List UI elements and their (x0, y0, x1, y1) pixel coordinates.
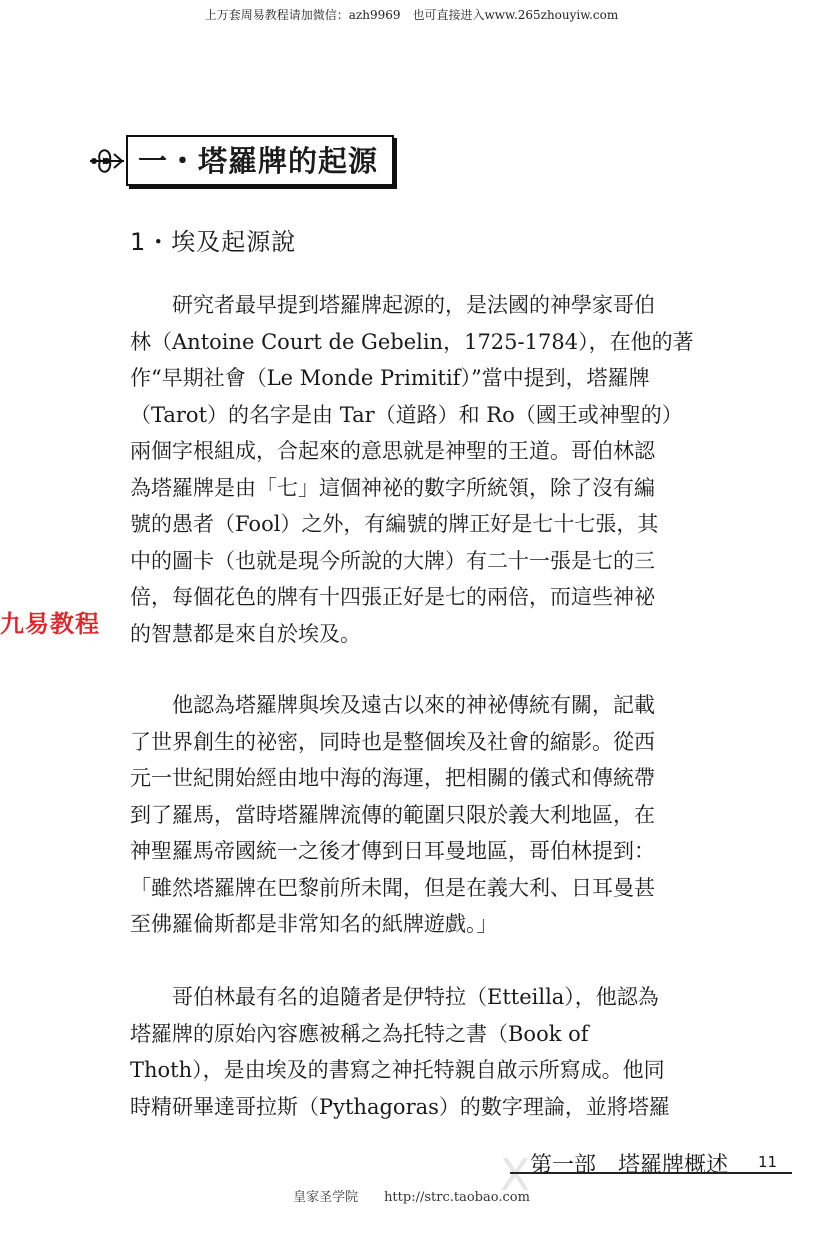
text-line: 至佛羅倫斯都是非常知名的紙牌遊戲。」 (130, 912, 498, 936)
footer-ghost-mark: X (500, 1150, 531, 1201)
text-line: 的智慧都是來自於埃及。 (130, 621, 361, 646)
bottom-shop-link: 皇家圣学院 http://strc.taobao.com (293, 1190, 530, 1205)
page-number: 11 (758, 1153, 778, 1171)
text-line: 了世界創生的祕密，同時也是整個埃及社會的縮影。從西 (130, 729, 655, 754)
text-line: 號的愚者（Fool）之外，有編號的牌正好是七十七張，其 (130, 512, 659, 536)
text-line: 為塔羅牌是由「七」這個神祕的數字所統領，除了沒有編 (130, 475, 655, 500)
text-line: 「雖然塔羅牌在巴黎前所未聞，但是在義大利、日耳曼甚 (130, 875, 655, 900)
paragraph-3 (130, 979, 712, 1125)
text-line: 林（Antoine Court de Gebelin，1725-1784），在他的著 (130, 329, 694, 354)
text-line: 到了羅馬，當時塔羅牌流傳的範圍只限於義大利地區，在 (130, 802, 655, 827)
text-line: 研究者最早提到塔羅牌起源的，是法國的神學家哥伯 (172, 293, 655, 317)
text-line: Thoth），是由埃及的書寫之神托特親自啟示所寫成。他同 (130, 1058, 665, 1082)
chapter-title: 一・塔羅牌的起源 (126, 135, 394, 186)
text-line: （Tarot）的名字是由 Tar（道路）和 Ro（國王或神聖的） (130, 402, 683, 427)
text-line: 中的圖卡（也就是現今所說的大牌）有二十一張是七的三 (130, 548, 655, 573)
text-line: 倍，每個花色的牌有十四張正好是七的兩倍，而這些神祕 (130, 585, 655, 609)
text-line: 神聖羅馬帝國統一之後才傳到日耳曼地區，哥伯林提到： (130, 839, 655, 863)
text-line: 元一世紀開始經由地中海的海運，把相關的儀式和傳統帶 (130, 766, 655, 790)
chapter-heading (88, 135, 394, 186)
paragraph-2 (130, 687, 712, 943)
text-line: 塔羅牌的原始內容應被稱之為托特之書（Book of (130, 1021, 589, 1046)
running-footer-title: 第一部 塔羅牌概述 (530, 1153, 729, 1178)
text-line: 他認為塔羅牌與埃及遠古以來的神祕傳統有關，記載 (172, 693, 655, 717)
text-line: 哥伯林最有名的追隨者是伊特拉（Etteilla），他認為 (172, 985, 659, 1009)
footer-rule (510, 1172, 792, 1174)
fleuron-ornament-icon (88, 136, 126, 186)
top-banner: 上万套周易教程请加微信：azh9969 也可直接进入www.265zhouyiw.com (204, 8, 619, 22)
text-line: 作“早期社會（Le Monde Primitif）”當中提到，塔羅牌 (130, 366, 650, 390)
text-line: 兩個字根組成，合起來的意思就是神聖的王道。哥伯林認 (130, 439, 655, 463)
section-title: 1・埃及起源說 (130, 228, 297, 256)
paragraph-1 (130, 287, 712, 652)
text-line: 時精研畢達哥拉斯（Pythagoras）的數字理論，並將塔羅 (130, 1094, 670, 1119)
watermark: 九易教程 (0, 610, 100, 638)
